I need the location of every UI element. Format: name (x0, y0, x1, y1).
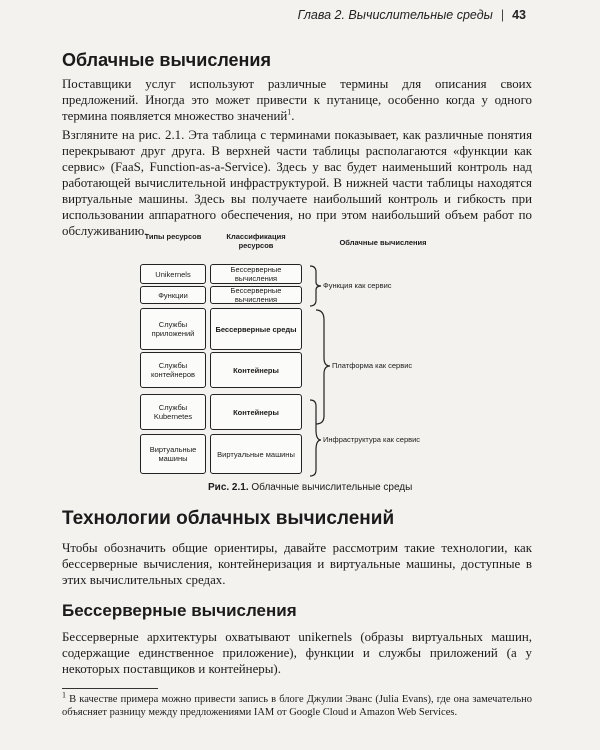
class-box-vms: Виртуальные машины (210, 434, 302, 474)
brace-iaas (310, 400, 321, 476)
footnote-ref[interactable]: 1 (287, 107, 292, 117)
resource-box-functions: Функции (140, 286, 206, 304)
paragraph-serverless: Бессерверные архитектуры охватывают unikernels (образы виртуальных машин, содержащие единственное приложение), функции и службы приложений (а у некоторых поставщиков и контейнеры). (62, 630, 532, 676)
resource-box-kubernetes: Службы Kubernetes (140, 394, 206, 430)
brace-faas (310, 266, 321, 306)
group-label-faas: Функция как сервис (323, 281, 392, 290)
paragraph-intro-text: Поставщики услуг используют различные термины для описания своих предложений. Иногда это может привести к путанице, особенно когда у одного термина появляется множество значений (62, 77, 532, 123)
chapter-title: Глава 2. Вычислительные среды (297, 8, 493, 22)
footnote-number: 1 (62, 690, 66, 700)
group-label-iaas: Инфраструктура как сервис (323, 435, 421, 444)
resource-box-vms: Виртуальные машины (140, 434, 206, 474)
resource-box-app-services: Службы приложений (140, 308, 206, 350)
header-separator: | (500, 8, 505, 22)
class-box-serverless-2: Бессерверные вычисления (210, 286, 302, 304)
class-box-serverless-1: Бессерверные вычисления (210, 264, 302, 284)
section-title-cloud-computing: Облачные вычисления (62, 50, 271, 70)
figure-caption (208, 482, 412, 493)
paragraph-intro (62, 76, 532, 124)
figure-cloud-environments (140, 230, 440, 490)
figure-caption-label: Рис. 2.1. (208, 482, 249, 493)
section-title-technologies: Технологии облачных вычислений (62, 508, 395, 529)
class-box-serverless-env: Бессерверные среды (210, 308, 302, 350)
group-label-paas: Платформа как сервис (332, 361, 413, 370)
resource-box-unikernels: Unikernels (140, 264, 206, 284)
resource-box-container-services: Службы контейнеров (140, 352, 206, 388)
running-header (298, 8, 526, 22)
figure-caption-text: Облачные вычислительные среды (251, 482, 413, 493)
footnote (62, 690, 533, 719)
footnote-text: В качестве примера можно привести запись в блоге Джулии Эванс (Julia Evans), где она замечательно объясняет разницу между предложениями IAM от Google Cloud и Amazon Web Services. (62, 694, 533, 718)
paragraph-technologies: Чтобы обозначить общие ориентиры, давайте рассмотрим такие технологии, как бессерверные вычисления, контейнеризация и виртуальные машины, доступные в этих вычислительных средах. (62, 541, 532, 587)
brace-paas (316, 310, 330, 424)
class-box-containers-2: Контейнеры (210, 394, 302, 430)
footnote-rule (62, 688, 158, 689)
paragraph-figure-description: Взгляните на рис. 2.1. Эта таблица с терминами показывает, как различные понятия перекрывают друг друга. В верхней части таблицы располагаются «функции как сервис» (FaaS, Function-as-a-Service). Здесь у вас будет наименьший контроль над работающей вычислительной инфраструктурой. В нижней части таблицы находятся виртуальные машины. Здесь вы получаете наибольший контроль и гибкость при использовании аппаратного обеспечения, но при этом наибольший объем работ по обслуживанию. (62, 128, 532, 238)
paragraph-intro-end: . (291, 109, 295, 123)
column-header-cloud: Облачные вычисления (339, 238, 427, 247)
class-box-containers-1: Контейнеры (210, 352, 302, 388)
column-header-resource-types: Типы ресурсов (144, 232, 202, 241)
page-number: 43 (512, 8, 526, 22)
section-title-serverless: Бессерверные вычисления (62, 601, 297, 620)
column-header-classification: Классификация ресурсов (226, 232, 286, 250)
